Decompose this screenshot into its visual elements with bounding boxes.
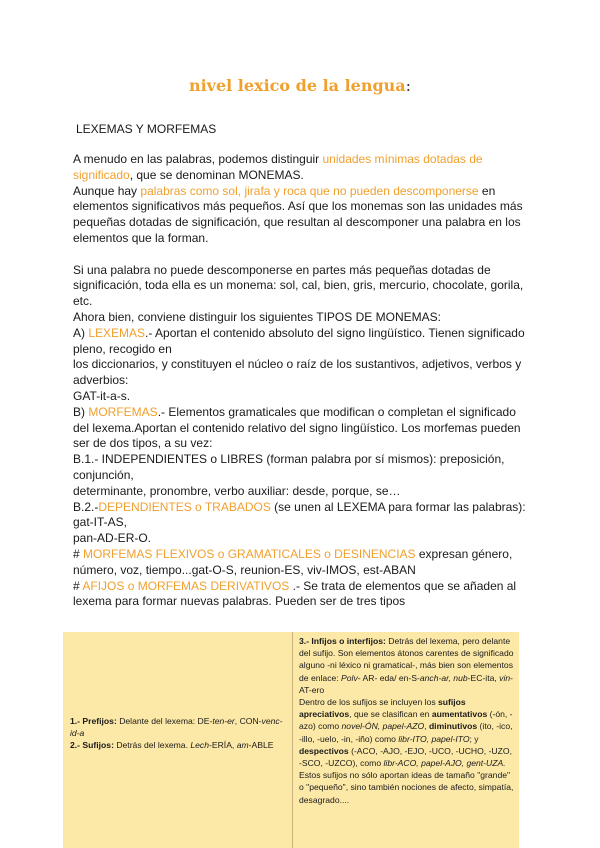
highlight: unidades mínimas dotadas de significado (73, 152, 483, 182)
text: # (73, 578, 83, 593)
text: (-ACO, -AJO, -EJO, -UCO, -UCHO, -UZO, -SCO, -UZCO), como (299, 745, 512, 769)
text: A menudo en las palabras, podemos distinguir (73, 152, 323, 166)
text: Polv (341, 672, 358, 683)
paragraph-afijos (73, 579, 528, 611)
infijos-item (299, 635, 515, 696)
highlight: MORFEMAS FLEXIVOS o GRAMATICALES o DESINENCIAS (83, 546, 416, 561)
title-colon: : (405, 76, 412, 95)
text: , CON- (234, 716, 262, 726)
paragraph-example-pan: pan-AD-ER-O. (73, 531, 152, 546)
text: expresan género, número, voz, tiempo...gat-O-S, reunion-ES, viv-IMOS, est-ABAN (73, 546, 513, 577)
highlight: LEXEMAS (88, 325, 146, 340)
text: A) (73, 325, 89, 340)
highlight: palabras como sol, jirafa y roca que no pueden descomponerse (140, 183, 479, 198)
text: 1.- Prefijos: (70, 716, 117, 726)
title-text: nivel lexico de la lengua (188, 76, 406, 95)
text: diminutivos (428, 721, 478, 732)
text: ten-er (212, 716, 235, 726)
paragraph-aunque (73, 184, 528, 247)
text: Detrás del lexema. (113, 740, 191, 751)
text: en elementos significativos más pequeños. Así que los monemas son las unidades más pequeñas dotadas de significación, que resultan al descomponer una palabra en los elementos que la forman. (73, 183, 523, 245)
apreciativos-item (299, 696, 515, 769)
text: # (73, 546, 84, 561)
highlight: AFIJOS o MORFEMAS DERIVATIVOS (82, 578, 290, 593)
text: anch-ar, nub (419, 672, 468, 683)
text: aumentativos (431, 709, 488, 720)
prefijos-item (70, 715, 286, 739)
nociones-item: Estos sufijos no sólo aportan ideas de tamaño "grande" o "pequeño", sino también nociones de afecto, simpatía, desagrado.... (299, 770, 514, 805)
text: , que se denominan MONEMAS. (129, 167, 304, 182)
sufijos-item (70, 739, 286, 751)
text: - AR- eda/ en-S- (357, 672, 420, 683)
text: .- Se trata de elementos que se añaden al lexema para formar nuevas palabras. Pueden ser de tres tipos (73, 578, 517, 609)
text: 2.- Sufijos: (70, 740, 114, 751)
afijos-table (63, 632, 519, 848)
text: B) (73, 404, 89, 419)
paragraph-determinante: determinante, pronombre, verbo auxiliar: desde, porque, se… (73, 483, 401, 498)
text: -ERÍA, (209, 740, 237, 751)
paragraph-independientes: B.1.- INDEPENDIENTES o LIBRES (forman palabra por sí mismos): preposición, conjunción, (73, 452, 505, 482)
paragraph-flexivos (73, 547, 528, 579)
text: -AT-ero (299, 672, 514, 695)
text: (se unen al LEXEMA para formar las palabras): gat-IT-AS, (73, 499, 526, 530)
text: .- Elementos gramaticales que modifican o completan el significado del lexema.Aportan el contenido relativo del signo lingüístico. Los morfemas pueden ser de dos tipos, a su vez: (73, 404, 521, 451)
paragraph-morfemas (73, 405, 528, 452)
text: vin (499, 672, 511, 683)
text: , (424, 721, 429, 732)
highlight: DEPENDIENTES o TRABADOS (98, 499, 271, 514)
section-heading: LEXEMAS Y MORFEMAS (76, 122, 217, 136)
text: -ABLE (248, 740, 274, 751)
paragraph-monema: Si una palabra no puede descomponerse en partes más pequeñas dotadas de significación, toda ella es un monema: sol, cal, bien, gris, mercurio, chocolate, gorila, etc. (73, 262, 524, 309)
text: (-ón, -azo) como (299, 709, 513, 732)
text: .- Aportan el contenido absoluto del signo lingüístico. Tienen significado pleno, recogido en (73, 325, 525, 356)
text: venc-id-a (70, 716, 283, 739)
paragraph-diccionarios: los diccionarios, y constituyen el núcleo o raíz de los sustantivos, adjetivos, verbos y adverbios: (73, 357, 522, 388)
text: (ito, -ico, -illo, -uelo, -in, -iño) como (299, 721, 513, 744)
text: novel-ÓN, papel-AZO (341, 721, 425, 732)
text: Dentro de los sufijos se incluyen los (299, 697, 439, 708)
paragraph-dependientes (73, 500, 528, 532)
paragraph-tipos: Ahora bien, conviene distinguir los siguientes TIPOS DE MONEMAS: (73, 309, 441, 324)
text: Detrás del lexema, pero delante del sufijo. Son elementos átonos carentes de significado alguno -ni léxico ni gramatical-, más bien son elementos de enlace: (299, 636, 514, 683)
text: , que se clasifican en (349, 709, 432, 720)
paragraph-example-gat: GAT-it-a-s. (73, 388, 131, 403)
text: Aunque hay (73, 183, 141, 198)
text: -EC-ita, (467, 672, 500, 683)
text: Lech (190, 740, 209, 751)
paragraph-lexemas (73, 326, 528, 358)
paragraph-intro (73, 152, 528, 184)
text: libr-ACO, papel-AJO, gent-UZA. (383, 758, 506, 769)
text: Delante del lexema: DE- (116, 716, 213, 726)
text: despectivos (299, 745, 349, 756)
text: B.2.- (73, 499, 99, 514)
table-cell-right (293, 632, 519, 848)
text: sufijos apreciativos (299, 697, 466, 720)
spacer (73, 247, 528, 263)
body-text (73, 152, 528, 610)
highlight: MORFEMAS (88, 404, 158, 419)
text: am (236, 740, 249, 751)
table-cell-left (63, 632, 293, 848)
text: 3.- Infijos o interfijos: (299, 636, 386, 646)
text: libr-ITO, papel-ITO (398, 733, 470, 744)
text: ; y (469, 733, 479, 744)
page-title (0, 76, 600, 95)
